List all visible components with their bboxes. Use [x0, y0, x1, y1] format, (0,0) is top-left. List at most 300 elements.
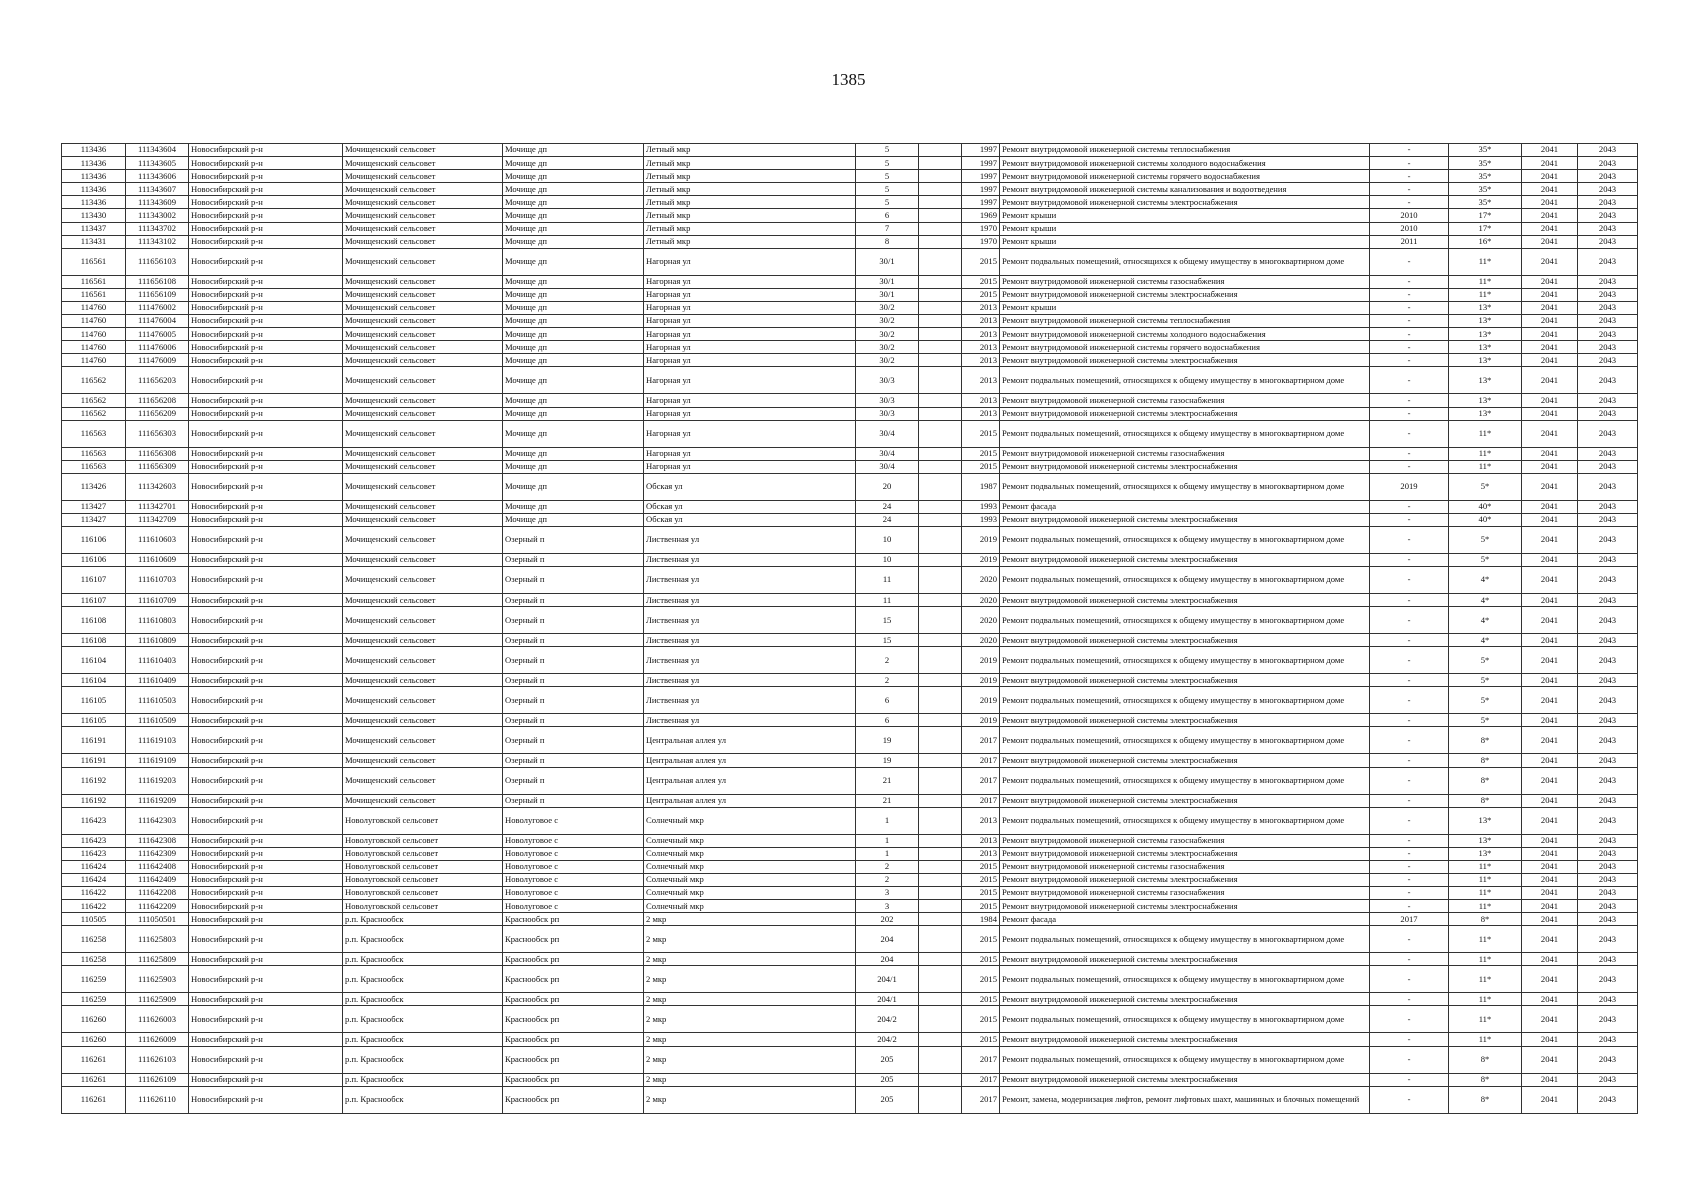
locality-cell: Новолуговое с: [503, 847, 644, 860]
municipality-cell: р.п. Краснообск: [343, 1006, 503, 1033]
municipality-cell: Мочищенский сельсовет: [343, 754, 503, 767]
plan-end-cell: 2043: [1578, 1006, 1638, 1033]
building-cell: [919, 367, 962, 394]
plan-end-cell: 2043: [1578, 473, 1638, 500]
municipality-cell: Мочищенский сельсовет: [343, 275, 503, 288]
house-id-cell: 114760: [62, 328, 126, 341]
house-id-cell: 113427: [62, 500, 126, 513]
plan-start-cell: 2041: [1522, 500, 1578, 513]
year-built-cell: 2015: [962, 1006, 1000, 1033]
street-cell: 2 мкр: [644, 1033, 856, 1046]
table-row: [62, 473, 1638, 500]
plan-start-cell: 2041: [1522, 767, 1578, 794]
house-number-cell: 1: [856, 847, 919, 860]
street-cell: Обская ул: [644, 473, 856, 500]
year-built-cell: 2019: [962, 687, 1000, 714]
street-cell: Солнечный мкр: [644, 873, 856, 886]
wear-cell: 11*: [1449, 248, 1522, 275]
work-type-cell: Ремонт внутридомовой инженерной системы электроснабжения: [1000, 553, 1370, 566]
wear-cell: 5*: [1449, 687, 1522, 714]
last-repair-year-cell: -: [1370, 196, 1449, 209]
house-number-cell: 30/2: [856, 301, 919, 314]
district-cell: Новосибирский р-н: [189, 807, 343, 834]
year-built-cell: 2013: [962, 834, 1000, 847]
locality-cell: Мочище дп: [503, 235, 644, 248]
work-id-cell: 111610409: [126, 674, 189, 687]
street-cell: 2 мкр: [644, 1086, 856, 1113]
street-cell: 2 мкр: [644, 966, 856, 993]
work-id-cell: 111656108: [126, 275, 189, 288]
work-type-cell: Ремонт подвальных помещений, относящихся к общему имуществу в многоквартирном доме: [1000, 367, 1370, 394]
table-row: [62, 222, 1638, 235]
work-type-cell: Ремонт внутридомовой инженерной системы электроснабжения: [1000, 407, 1370, 420]
house-number-cell: 1: [856, 834, 919, 847]
work-id-cell: 111626109: [126, 1073, 189, 1086]
work-id-cell: 111343702: [126, 222, 189, 235]
locality-cell: Новолуговое с: [503, 860, 644, 873]
wear-cell: 13*: [1449, 341, 1522, 354]
district-cell: Новосибирский р-н: [189, 594, 343, 607]
house-id-cell: 113436: [62, 157, 126, 170]
plan-start-cell: 2041: [1522, 407, 1578, 420]
work-id-cell: 111626003: [126, 1006, 189, 1033]
municipality-cell: Мочищенский сельсовет: [343, 460, 503, 473]
house-number-cell: 19: [856, 754, 919, 767]
table-row: [62, 1073, 1638, 1086]
year-built-cell: 2015: [962, 460, 1000, 473]
house-id-cell: 116423: [62, 847, 126, 860]
house-number-cell: 30/1: [856, 288, 919, 301]
year-built-cell: 2015: [962, 873, 1000, 886]
plan-end-cell: 2043: [1578, 727, 1638, 754]
year-built-cell: 2017: [962, 727, 1000, 754]
building-cell: [919, 288, 962, 301]
plan-end-cell: 2043: [1578, 526, 1638, 553]
house-id-cell: 116260: [62, 1033, 126, 1046]
district-cell: Новосибирский р-н: [189, 966, 343, 993]
house-number-cell: 11: [856, 594, 919, 607]
last-repair-year-cell: -: [1370, 1046, 1449, 1073]
plan-start-cell: 2041: [1522, 209, 1578, 222]
plan-start-cell: 2041: [1522, 1046, 1578, 1073]
house-id-cell: 116107: [62, 594, 126, 607]
plan-start-cell: 2041: [1522, 674, 1578, 687]
plan-end-cell: 2043: [1578, 913, 1638, 926]
year-built-cell: 2015: [962, 288, 1000, 301]
municipality-cell: Мочищенский сельсовет: [343, 144, 503, 157]
table-row: [62, 794, 1638, 807]
locality-cell: Новолуговое с: [503, 807, 644, 834]
locality-cell: Озерный п: [503, 727, 644, 754]
municipality-cell: Мочищенский сельсовет: [343, 288, 503, 301]
building-cell: [919, 301, 962, 314]
building-cell: [919, 714, 962, 727]
last-repair-year-cell: -: [1370, 341, 1449, 354]
building-cell: [919, 1033, 962, 1046]
work-type-cell: Ремонт внутридомовой инженерной системы электроснабжения: [1000, 674, 1370, 687]
house-id-cell: 113427: [62, 513, 126, 526]
locality-cell: Озерный п: [503, 634, 644, 647]
table-row: [62, 447, 1638, 460]
building-cell: [919, 394, 962, 407]
last-repair-year-cell: -: [1370, 1033, 1449, 1046]
municipality-cell: Мочищенский сельсовет: [343, 235, 503, 248]
district-cell: Новосибирский р-н: [189, 926, 343, 953]
last-repair-year-cell: 2017: [1370, 913, 1449, 926]
table-row: [62, 144, 1638, 157]
street-cell: Нагорная ул: [644, 341, 856, 354]
building-cell: [919, 275, 962, 288]
locality-cell: Мочище дп: [503, 248, 644, 275]
table-row: [62, 394, 1638, 407]
street-cell: Лиственная ул: [644, 714, 856, 727]
last-repair-year-cell: -: [1370, 647, 1449, 674]
plan-start-cell: 2041: [1522, 1073, 1578, 1086]
plan-start-cell: 2041: [1522, 367, 1578, 394]
plan-end-cell: 2043: [1578, 196, 1638, 209]
work-id-cell: 111610503: [126, 687, 189, 714]
wear-cell: 5*: [1449, 647, 1522, 674]
house-id-cell: 116562: [62, 394, 126, 407]
district-cell: Новосибирский р-н: [189, 674, 343, 687]
year-built-cell: 2019: [962, 553, 1000, 566]
locality-cell: Мочище дп: [503, 513, 644, 526]
work-id-cell: 111625903: [126, 966, 189, 993]
table-row: [62, 953, 1638, 966]
wear-cell: 11*: [1449, 993, 1522, 1006]
table-row: [62, 993, 1638, 1006]
building-cell: [919, 727, 962, 754]
last-repair-year-cell: 2019: [1370, 473, 1449, 500]
work-id-cell: 111642409: [126, 873, 189, 886]
plan-start-cell: 2041: [1522, 594, 1578, 607]
house-number-cell: 205: [856, 1046, 919, 1073]
locality-cell: Озерный п: [503, 794, 644, 807]
municipality-cell: Мочищенский сельсовет: [343, 170, 503, 183]
plan-start-cell: 2041: [1522, 235, 1578, 248]
municipality-cell: Мочищенский сельсовет: [343, 328, 503, 341]
work-type-cell: Ремонт внутридомовой инженерной системы газоснабжения: [1000, 887, 1370, 900]
work-type-cell: Ремонт внутридомовой инженерной системы газоснабжения: [1000, 860, 1370, 873]
building-cell: [919, 460, 962, 473]
house-id-cell: 116104: [62, 647, 126, 674]
street-cell: Лиственная ул: [644, 526, 856, 553]
municipality-cell: Мочищенский сельсовет: [343, 248, 503, 275]
plan-start-cell: 2041: [1522, 170, 1578, 183]
municipality-cell: Мочищенский сельсовет: [343, 473, 503, 500]
building-cell: [919, 196, 962, 209]
plan-start-cell: 2041: [1522, 513, 1578, 526]
last-repair-year-cell: -: [1370, 315, 1449, 328]
plan-end-cell: 2043: [1578, 647, 1638, 674]
district-cell: Новосибирский р-н: [189, 993, 343, 1006]
table-row: [62, 341, 1638, 354]
municipality-cell: Новолуговской сельсовет: [343, 834, 503, 847]
work-id-cell: 111476004: [126, 315, 189, 328]
work-id-cell: 111343609: [126, 196, 189, 209]
wear-cell: 35*: [1449, 170, 1522, 183]
work-id-cell: 111343002: [126, 209, 189, 222]
table-row: [62, 887, 1638, 900]
locality-cell: Озерный п: [503, 526, 644, 553]
table-row: [62, 248, 1638, 275]
municipality-cell: р.п. Краснообск: [343, 993, 503, 1006]
district-cell: Новосибирский р-н: [189, 647, 343, 674]
table-row: [62, 170, 1638, 183]
plan-start-cell: 2041: [1522, 634, 1578, 647]
table-row: [62, 157, 1638, 170]
building-cell: [919, 1073, 962, 1086]
year-built-cell: 1997: [962, 144, 1000, 157]
work-id-cell: 111610609: [126, 553, 189, 566]
street-cell: Лиственная ул: [644, 567, 856, 594]
wear-cell: 11*: [1449, 900, 1522, 913]
plan-end-cell: 2043: [1578, 553, 1638, 566]
work-id-cell: 111610403: [126, 647, 189, 674]
house-number-cell: 204/1: [856, 966, 919, 993]
street-cell: Нагорная ул: [644, 447, 856, 460]
plan-start-cell: 2041: [1522, 354, 1578, 367]
table-row: [62, 328, 1638, 341]
work-type-cell: Ремонт фасада: [1000, 913, 1370, 926]
table-row: [62, 1086, 1638, 1113]
table-row: [62, 966, 1638, 993]
table-row: [62, 354, 1638, 367]
work-type-cell: Ремонт внутридомовой инженерной системы холодного водоснабжения: [1000, 328, 1370, 341]
work-type-cell: Ремонт подвальных помещений, относящихся к общему имуществу в многоквартирном доме: [1000, 248, 1370, 275]
district-cell: Новосибирский р-н: [189, 248, 343, 275]
street-cell: Нагорная ул: [644, 460, 856, 473]
house-id-cell: 116422: [62, 900, 126, 913]
year-built-cell: 2015: [962, 1033, 1000, 1046]
plan-start-cell: 2041: [1522, 315, 1578, 328]
wear-cell: 4*: [1449, 594, 1522, 607]
house-id-cell: 116423: [62, 834, 126, 847]
district-cell: Новосибирский р-н: [189, 341, 343, 354]
district-cell: Новосибирский р-н: [189, 354, 343, 367]
plan-start-cell: 2041: [1522, 754, 1578, 767]
house-id-cell: 114760: [62, 341, 126, 354]
year-built-cell: 2020: [962, 607, 1000, 634]
plan-start-cell: 2041: [1522, 275, 1578, 288]
locality-cell: Новолуговое с: [503, 900, 644, 913]
street-cell: Лиственная ул: [644, 553, 856, 566]
street-cell: Нагорная ул: [644, 420, 856, 447]
house-number-cell: 2: [856, 674, 919, 687]
house-number-cell: 11: [856, 567, 919, 594]
work-type-cell: Ремонт внутридомовой инженерной системы канализования и водоотведения: [1000, 183, 1370, 196]
house-id-cell: 116192: [62, 767, 126, 794]
district-cell: Новосибирский р-н: [189, 183, 343, 196]
street-cell: Нагорная ул: [644, 275, 856, 288]
work-type-cell: Ремонт подвальных помещений, относящихся к общему имуществу в многоквартирном доме: [1000, 926, 1370, 953]
district-cell: Новосибирский р-н: [189, 794, 343, 807]
building-cell: [919, 420, 962, 447]
wear-cell: 11*: [1449, 288, 1522, 301]
street-cell: 2 мкр: [644, 913, 856, 926]
building-cell: [919, 447, 962, 460]
house-number-cell: 3: [856, 887, 919, 900]
plan-end-cell: 2043: [1578, 1086, 1638, 1113]
building-cell: [919, 834, 962, 847]
street-cell: Солнечный мкр: [644, 847, 856, 860]
work-id-cell: 111626103: [126, 1046, 189, 1073]
work-type-cell: Ремонт внутридомовой инженерной системы электроснабжения: [1000, 634, 1370, 647]
plan-start-cell: 2041: [1522, 900, 1578, 913]
plan-end-cell: 2043: [1578, 420, 1638, 447]
plan-start-cell: 2041: [1522, 993, 1578, 1006]
plan-start-cell: 2041: [1522, 687, 1578, 714]
plan-end-cell: 2043: [1578, 288, 1638, 301]
municipality-cell: р.п. Краснообск: [343, 913, 503, 926]
district-cell: Новосибирский р-н: [189, 767, 343, 794]
plan-start-cell: 2041: [1522, 248, 1578, 275]
last-repair-year-cell: -: [1370, 900, 1449, 913]
street-cell: Солнечный мкр: [644, 887, 856, 900]
building-cell: [919, 222, 962, 235]
plan-end-cell: 2043: [1578, 460, 1638, 473]
locality-cell: Мочище дп: [503, 222, 644, 235]
municipality-cell: р.п. Краснообск: [343, 966, 503, 993]
house-id-cell: 116424: [62, 873, 126, 886]
district-cell: Новосибирский р-н: [189, 727, 343, 754]
table-row: [62, 567, 1638, 594]
locality-cell: Озерный п: [503, 647, 644, 674]
wear-cell: 4*: [1449, 607, 1522, 634]
year-built-cell: 2019: [962, 674, 1000, 687]
wear-cell: 16*: [1449, 235, 1522, 248]
district-cell: Новосибирский р-н: [189, 687, 343, 714]
year-built-cell: 1997: [962, 157, 1000, 170]
plan-start-cell: 2041: [1522, 567, 1578, 594]
street-cell: Нагорная ул: [644, 328, 856, 341]
plan-end-cell: 2043: [1578, 953, 1638, 966]
plan-start-cell: 2041: [1522, 1006, 1578, 1033]
street-cell: Нагорная ул: [644, 354, 856, 367]
house-id-cell: 110505: [62, 913, 126, 926]
district-cell: Новосибирский р-н: [189, 235, 343, 248]
district-cell: Новосибирский р-н: [189, 754, 343, 767]
work-id-cell: 111476006: [126, 341, 189, 354]
year-built-cell: 2015: [962, 993, 1000, 1006]
house-number-cell: 30/4: [856, 460, 919, 473]
municipality-cell: Новолуговской сельсовет: [343, 807, 503, 834]
street-cell: Центральная аллея ул: [644, 767, 856, 794]
work-id-cell: 111476002: [126, 301, 189, 314]
building-cell: [919, 328, 962, 341]
work-type-cell: Ремонт подвальных помещений, относящихся к общему имуществу в многоквартирном доме: [1000, 473, 1370, 500]
table-row: [62, 301, 1638, 314]
house-id-cell: 116259: [62, 966, 126, 993]
building-cell: [919, 674, 962, 687]
last-repair-year-cell: -: [1370, 420, 1449, 447]
building-cell: [919, 526, 962, 553]
last-repair-year-cell: -: [1370, 1073, 1449, 1086]
wear-cell: 8*: [1449, 727, 1522, 754]
house-id-cell: 116107: [62, 567, 126, 594]
house-number-cell: 30/2: [856, 341, 919, 354]
house-number-cell: 204: [856, 953, 919, 966]
municipality-cell: Мочищенский сельсовет: [343, 367, 503, 394]
work-id-cell: 111656303: [126, 420, 189, 447]
work-type-cell: Ремонт крыши: [1000, 209, 1370, 222]
plan-end-cell: 2043: [1578, 394, 1638, 407]
plan-start-cell: 2041: [1522, 553, 1578, 566]
plan-end-cell: 2043: [1578, 341, 1638, 354]
work-type-cell: Ремонт внутридомовой инженерной системы электроснабжения: [1000, 288, 1370, 301]
plan-start-cell: 2041: [1522, 913, 1578, 926]
last-repair-year-cell: -: [1370, 860, 1449, 873]
locality-cell: Озерный п: [503, 754, 644, 767]
year-built-cell: 1997: [962, 170, 1000, 183]
year-built-cell: 1997: [962, 196, 1000, 209]
wear-cell: 11*: [1449, 1033, 1522, 1046]
house-number-cell: 5: [856, 183, 919, 196]
house-id-cell: 116561: [62, 288, 126, 301]
year-built-cell: 2015: [962, 860, 1000, 873]
wear-cell: 40*: [1449, 500, 1522, 513]
municipality-cell: Мочищенский сельсовет: [343, 500, 503, 513]
year-built-cell: 1993: [962, 513, 1000, 526]
building-cell: [919, 993, 962, 1006]
street-cell: Лиственная ул: [644, 607, 856, 634]
table-row: [62, 500, 1638, 513]
locality-cell: Озерный п: [503, 594, 644, 607]
work-id-cell: 111610809: [126, 634, 189, 647]
table-row: [62, 235, 1638, 248]
plan-end-cell: 2043: [1578, 807, 1638, 834]
building-cell: [919, 341, 962, 354]
work-id-cell: 111476009: [126, 354, 189, 367]
year-built-cell: 2017: [962, 1086, 1000, 1113]
house-id-cell: 116108: [62, 607, 126, 634]
house-id-cell: 116563: [62, 447, 126, 460]
street-cell: Солнечный мкр: [644, 900, 856, 913]
last-repair-year-cell: -: [1370, 157, 1449, 170]
house-number-cell: 204: [856, 926, 919, 953]
wear-cell: 11*: [1449, 926, 1522, 953]
locality-cell: Мочище дп: [503, 447, 644, 460]
year-built-cell: 2017: [962, 1046, 1000, 1073]
table-row: [62, 1006, 1638, 1033]
last-repair-year-cell: -: [1370, 794, 1449, 807]
plan-end-cell: 2043: [1578, 714, 1638, 727]
street-cell: 2 мкр: [644, 993, 856, 1006]
plan-end-cell: 2043: [1578, 183, 1638, 196]
year-built-cell: 1970: [962, 222, 1000, 235]
last-repair-year-cell: -: [1370, 354, 1449, 367]
locality-cell: Озерный п: [503, 674, 644, 687]
house-id-cell: 116259: [62, 993, 126, 1006]
municipality-cell: р.п. Краснообск: [343, 1046, 503, 1073]
house-number-cell: 2: [856, 647, 919, 674]
house-number-cell: 8: [856, 235, 919, 248]
house-number-cell: 30/2: [856, 315, 919, 328]
locality-cell: Новолуговое с: [503, 887, 644, 900]
last-repair-year-cell: -: [1370, 1006, 1449, 1033]
plan-start-cell: 2041: [1522, 196, 1578, 209]
house-id-cell: 116258: [62, 926, 126, 953]
year-built-cell: 2015: [962, 248, 1000, 275]
municipality-cell: Мочищенский сельсовет: [343, 607, 503, 634]
house-id-cell: 116192: [62, 794, 126, 807]
year-built-cell: 2017: [962, 794, 1000, 807]
house-id-cell: 113436: [62, 144, 126, 157]
work-id-cell: 111656203: [126, 367, 189, 394]
table-row: [62, 594, 1638, 607]
year-built-cell: 1997: [962, 183, 1000, 196]
house-number-cell: 2: [856, 860, 919, 873]
